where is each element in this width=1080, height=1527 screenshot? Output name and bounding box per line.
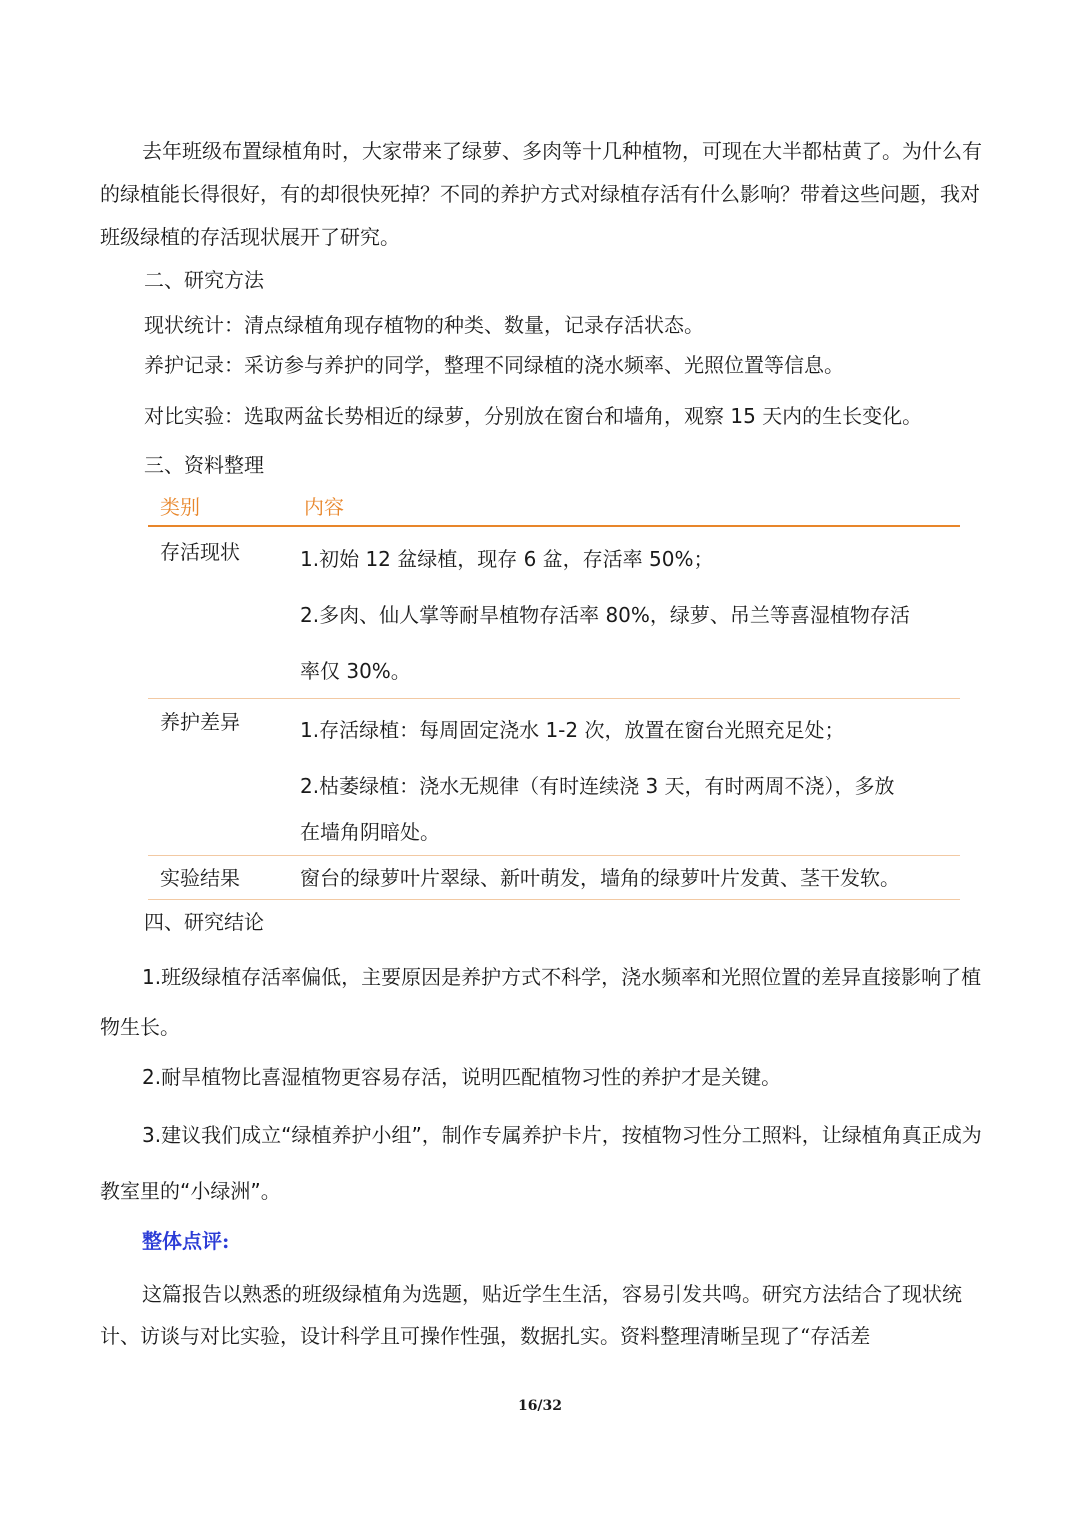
- table-header-content: 内容: [304, 495, 344, 519]
- method-item: 对比实验：选取两盆长势相近的绿萝，分别放在窗台和墙角，观察 15 天内的生长变化。: [144, 404, 923, 428]
- table-row-rule: [148, 698, 960, 699]
- review-title: 整体点评:: [142, 1229, 230, 1253]
- row-category: 实验结果: [160, 866, 240, 890]
- method-item: 现状统计：清点绿植角现存植物的种类、数量，记录存活状态。: [144, 313, 704, 337]
- row-line: 在墙角阴暗处。: [300, 820, 440, 844]
- conclusion-point: 1.班级绿植存活率偏低，主要原因是养护方式不科学，浇水频率和光照位置的差异直接影响了植物生长。: [100, 965, 982, 1039]
- conclusion-heading: 四、研究结论: [144, 910, 264, 934]
- row-line: 1.初始 12 盆绿植，现存 6 盆，存活率 50%；: [300, 547, 714, 571]
- row-line: 率仅 30%。: [300, 659, 411, 683]
- conclusion-point: 3.建议我们成立“绿植养护小组”，制作专属养护卡片，按植物习性分工照料，让绿植角真正成为教室里的“小绿洲”。: [100, 1123, 982, 1203]
- methods-heading: 二、研究方法: [144, 268, 264, 292]
- intro-paragraph: 去年班级布置绿植角时，大家带来了绿萝、多肉等十几种植物，可现在大半都枯黄了。为什么有的绿植能长得很好，有的却很快死掉？不同的养护方式对绿植存活有什么影响？带着这些问题，我对班级绿植的存活现状展开了研究。: [100, 139, 982, 249]
- page-number: 16/32: [517, 1398, 563, 1414]
- conclusion-point: 2.耐旱植物比喜湿植物更容易存活，说明匹配植物习性的养护才是关键。: [142, 1065, 782, 1089]
- review-text: 这篇报告以熟悉的班级绿植角为选题，贴近学生生活，容易引发共鸣。研究方法结合了现状统计、访谈与对比实验，设计科学且可操作性强，数据扎实。资料整理清晰呈现了“存活差: [100, 1282, 962, 1348]
- row-category: 存活现状: [160, 540, 240, 564]
- row-line: 2.多肉、仙人掌等耐旱植物存活率 80%，绿萝、吊兰等喜湿植物存活: [300, 603, 910, 627]
- table-row-rule: [148, 855, 960, 856]
- row-line: 窗台的绿萝叶片翠绿、新叶萌发，墙角的绿萝叶片发黄、茎干发软。: [300, 866, 900, 890]
- table-bottom-rule: [148, 899, 960, 900]
- method-item: 养护记录：采访参与养护的同学，整理不同绿植的浇水频率、光照位置等信息。: [144, 353, 844, 377]
- row-line: 2.枯萎绿植：浇水无规律（有时连续浇 3 天，有时两周不浇），多放: [300, 774, 895, 798]
- table-header-rule: [148, 525, 960, 527]
- data-section-heading: 三、资料整理: [144, 453, 264, 477]
- table-header-category: 类别: [160, 495, 200, 519]
- row-line: 1.存活绿植：每周固定浇水 1-2 次，放置在窗台光照充足处；: [300, 718, 845, 742]
- row-category: 养护差异: [160, 710, 240, 734]
